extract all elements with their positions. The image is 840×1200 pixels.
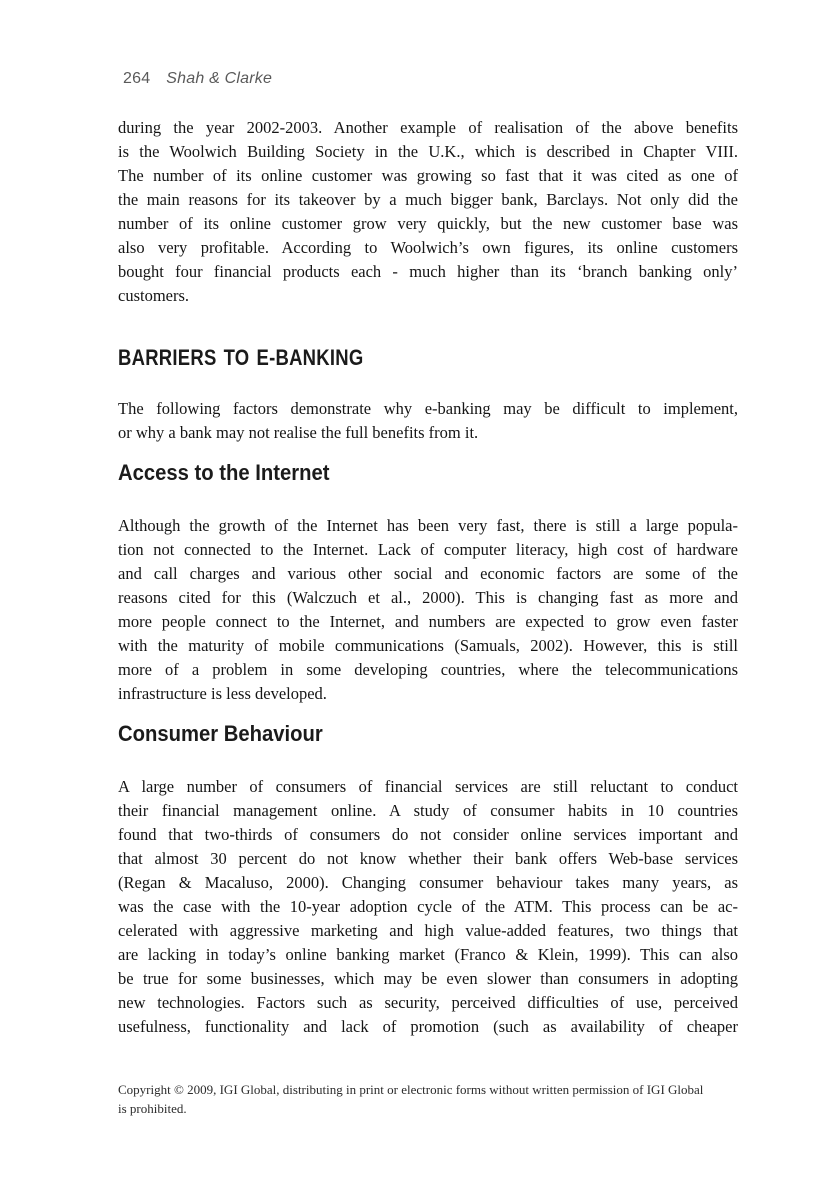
text-line: the main reasons for its takeover by a much bigger bank, Barclays. Not only did the xyxy=(118,190,738,209)
text-line: or why a bank may not realise the full benefits from it. xyxy=(118,423,479,442)
copyright-line-2: is prohibited. xyxy=(118,1101,187,1116)
text-line: is the Woolwich Building Society in the U.K., which is described in Chapter VIII. xyxy=(118,142,738,161)
text-line: Although the growth of the Internet has been very fast, there is still a large popula- xyxy=(118,516,738,535)
text-line: bought four financial products each - much higher than its ‘branch banking only’ xyxy=(118,262,738,281)
text-line: The following factors demonstrate why e-banking may be difficult to implement, xyxy=(118,399,738,418)
copyright-footer xyxy=(118,1080,758,1118)
text-line: new technologies. Factors such as security, perceived difficulties of use, perceived xyxy=(118,993,738,1012)
running-header-title: Shah & Clarke xyxy=(166,70,273,87)
content-column xyxy=(118,116,738,1039)
text-line: their financial management online. A study of consumer habits in 10 countries xyxy=(118,801,738,820)
text-line: that almost 30 percent do not know whether their bank offers Web-base services xyxy=(118,849,738,868)
text-line: more of a problem in some developing countries, where the telecommunications xyxy=(118,660,738,679)
body-paragraph xyxy=(118,397,738,445)
text-line: customers. xyxy=(118,286,190,305)
text-line: also very profitable. According to Woolwich’s own figures, its online customers xyxy=(118,238,738,257)
heading-text: Consumer Behaviour xyxy=(118,721,323,746)
subsection-heading xyxy=(118,460,738,486)
page-header xyxy=(123,70,272,88)
text-line: and call charges and various other social and economic factors are some of the xyxy=(118,564,738,583)
heading-text: Access to the Internet xyxy=(118,460,330,485)
body-paragraph xyxy=(118,775,738,1039)
copyright-line-1: Copyright © 2009, IGI Global, distributing in print or electronic forms without written permission of IGI Global xyxy=(118,1082,704,1097)
body-paragraph xyxy=(118,514,738,706)
text-line: A large number of consumers of financial services are still reluctant to conduct xyxy=(118,777,738,796)
text-line: reasons cited for this (Walczuch et al., 2000). This is changing fast as more and xyxy=(118,588,738,607)
text-line: be true for some businesses, which may be even slower than consumers in adopting xyxy=(118,969,738,988)
text-line: during the year 2002-2003. Another example of realisation of the above benefits xyxy=(118,118,738,137)
heading-text: BARRIERS TO E-BANKING xyxy=(118,345,364,370)
text-line: The number of its online customer was growing so fast that it was cited as one of xyxy=(118,166,738,185)
text-line: usefulness, functionality and lack of promotion (such as availability of cheaper xyxy=(118,1017,738,1036)
text-line: number of its online customer grow very quickly, but the new customer base was xyxy=(118,214,738,233)
text-line: are lacking in today’s online banking market (Franco & Klein, 1999). This can also xyxy=(118,945,738,964)
section-heading xyxy=(118,345,738,371)
text-line: was the case with the 10-year adoption cycle of the ATM. This process can be ac- xyxy=(118,897,738,916)
text-line: (Regan & Macaluso, 2000). Changing consumer behaviour takes many years, as xyxy=(118,873,738,892)
text-line: with the maturity of mobile communications (Samuals, 2002). However, this is still xyxy=(118,636,738,655)
text-line: more people connect to the Internet, and numbers are expected to grow even faster xyxy=(118,612,738,631)
text-line: tion not connected to the Internet. Lack of computer literacy, high cost of hardware xyxy=(118,540,738,559)
subsection-heading xyxy=(118,721,738,747)
page-number: 264 xyxy=(123,70,151,87)
text-line: infrastructure is less developed. xyxy=(118,684,327,703)
text-line: found that two-thirds of consumers do not consider online services important and xyxy=(118,825,738,844)
body-paragraph xyxy=(118,116,738,308)
text-line: celerated with aggressive marketing and high value-added features, two things that xyxy=(118,921,738,940)
